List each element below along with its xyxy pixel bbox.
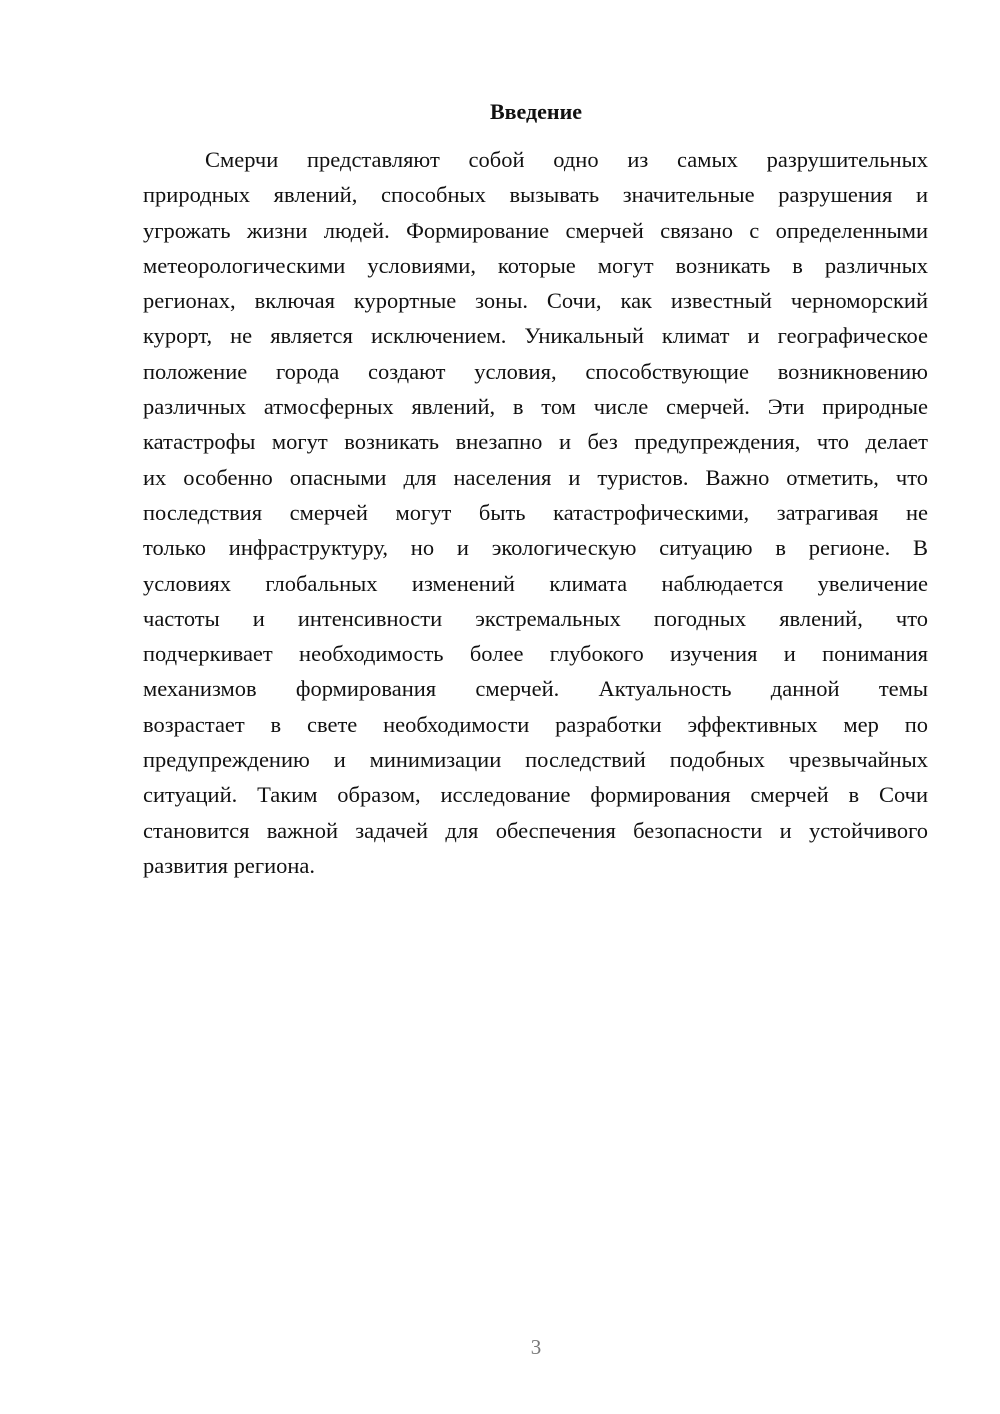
- paragraph-line: курорт, не является исключением. Уникальный климат и географическое: [143, 323, 928, 349]
- paragraph-line: их особенно опасными для населения и туристов. Важно отметить, что: [143, 464, 928, 490]
- paragraph-line: положение города создают условия, способствующие возникновению: [143, 358, 928, 384]
- introduction-paragraph: [143, 142, 928, 883]
- paragraph-line: метеорологическими условиями, которые могут возникать в различных: [143, 252, 928, 278]
- paragraph-line: предупреждению и минимизации последствий подобных чрезвычайных: [143, 747, 928, 773]
- paragraph-line: условиях глобальных изменений климата наблюдается увеличение: [143, 570, 928, 596]
- paragraph-line: механизмов формирования смерчей. Актуальность данной темы: [143, 676, 928, 702]
- paragraph-line: природных явлений, способных вызывать значительные разрушения и: [143, 182, 928, 208]
- page-number: 3: [530, 1335, 542, 1359]
- paragraph-line: подчеркивает необходимость более глубокого изучения и понимания: [143, 641, 928, 667]
- paragraph-line: становится важной задачей для обеспечения безопасности и устойчивого: [143, 817, 928, 843]
- paragraph-line: возрастает в свете необходимости разработки эффективных мер по: [143, 711, 928, 737]
- paragraph-line: Смерчи представляют собой одно из самых разрушительных: [205, 147, 928, 172]
- paragraph-line: частоты и интенсивности экстремальных погодных явлений, что: [143, 605, 928, 631]
- paragraph-line: катастрофы могут возникать внезапно и без предупреждения, что делает: [143, 429, 928, 455]
- paragraph-line: последствия смерчей могут быть катастрофическими, затрагивая не: [143, 499, 928, 525]
- paragraph-line: различных атмосферных явлений, в том числе смерчей. Эти природные: [143, 394, 928, 420]
- paragraph-line: развития региона.: [143, 852, 316, 878]
- paragraph-line: угрожать жизни людей. Формирование смерчей связано с определенными: [143, 217, 928, 243]
- paragraph-line: только инфраструктуру, но и экологическую ситуацию в регионе. В: [143, 535, 928, 561]
- section-heading: Введение: [489, 99, 583, 124]
- paragraph-line: ситуаций. Таким образом, исследование формирования смерчей в Сочи: [143, 782, 928, 808]
- paragraph-line: регионах, включая курортные зоны. Сочи, как известный черноморский: [143, 288, 928, 314]
